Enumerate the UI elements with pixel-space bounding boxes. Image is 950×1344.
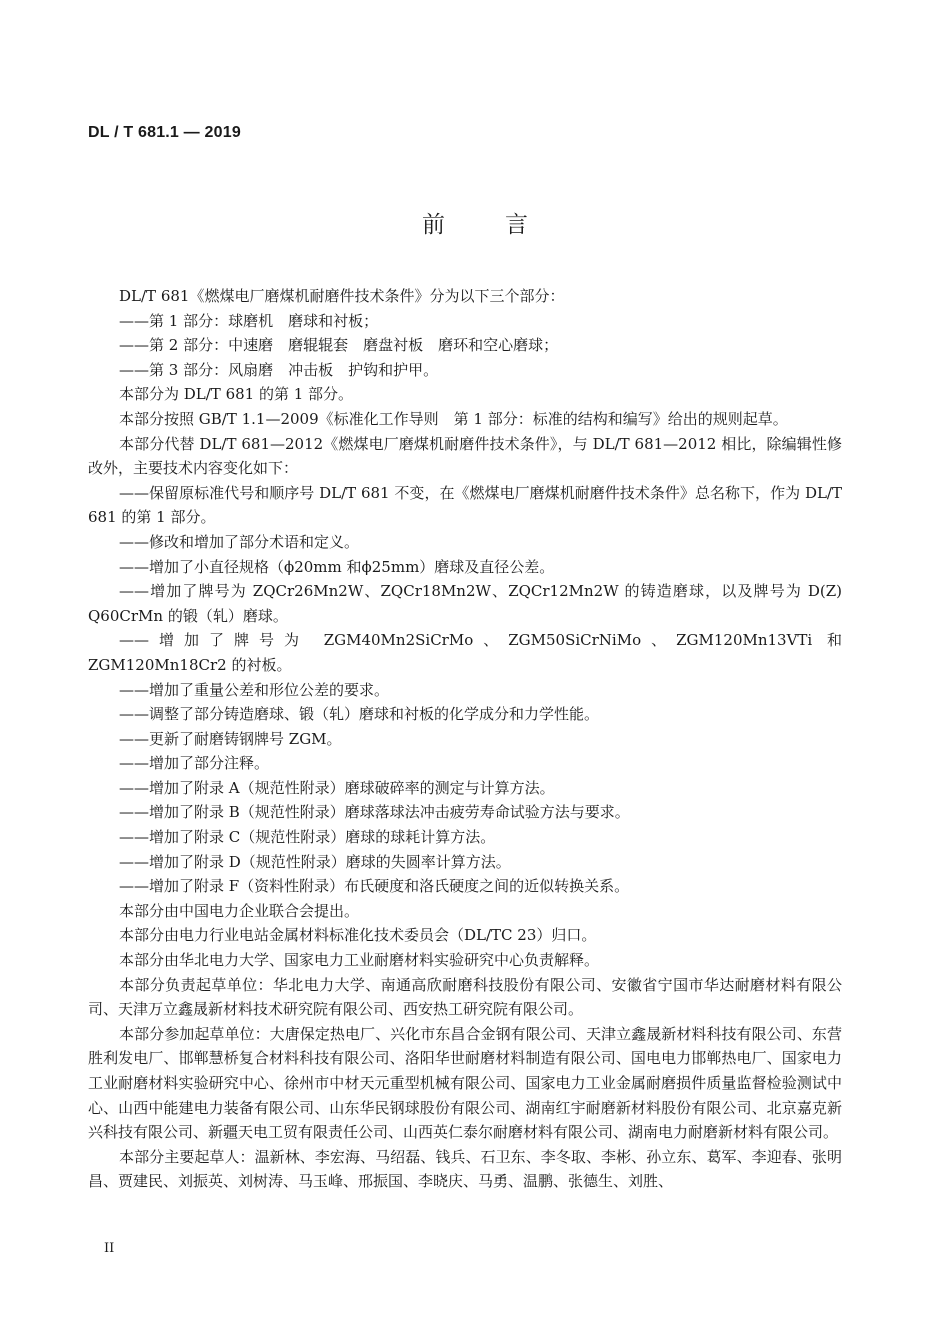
list-item: ——增加了部分注释。 [119,754,270,773]
paragraph: 本部分代替 DL/T 681—2012《燃煤电厂磨煤机耐磨件技术条件》，与 DL/T 681—2012 相比，除编辑性修改外，主要技术内容变化如下： [88,434,842,478]
list-item: ——增加了牌号为 ZQCr26Mn2W、ZQCr18Mn2W、ZQCr12Mn2W 的铸造磨球，以及牌号为 D(Z) Q60CrMn 的锻（轧）磨球。 [88,582,842,625]
title-char-1: 前 [422,212,445,238]
paragraph: 本部分由中国电力企业联合会提出。 [119,901,360,920]
paragraph: DL/T 681《燃煤电厂磨煤机耐磨件技术条件》分为以下三个部分： [119,287,565,305]
list-item: ——增加了附录 F（资料性附录）布氏硬度和洛氏硬度之间的近似转换关系。 [119,877,630,896]
list-item: ——第 2 部分：中速磨 磨辊辊套 磨盘衬板 磨环和空心磨球； [119,336,559,355]
list-item: ——增加了重量公差和形位公差的要求。 [119,680,390,699]
paragraph: 本部分主要起草人：温新林、李宏海、马绍磊、钱兵、石卫东、李冬取、李彬、孙立东、葛军、李迎春、张明昌、贾建民、刘振英、刘树涛、马玉峰、邢振国、李晓庆、马勇、温鹏、张德生、刘胜、 [88,1147,842,1191]
page-number: II [104,1241,115,1256]
list-item: ——调整了部分铸造磨球、锻（轧）磨球和衬板的化学成分和力学性能。 [119,705,600,724]
list-item: ——增加了附录 D（规范性附录）磨球的失圆率计算方法。 [119,852,511,871]
list-item: ——第 3 部分：风扇磨 冲击板 护钩和护甲。 [119,360,439,379]
list-item: ——增加了附录 C（规范性附录）磨球的球耗计算方法。 [119,828,496,847]
title-char-2: 言 [505,212,528,238]
paragraph: 本部分由华北电力大学、国家电力工业耐磨材料实验研究中心负责解释。 [119,951,600,970]
list-item: ——增加了小直径规格（ϕ20mm 和ϕ25mm）磨球及直径公差。 [119,557,555,576]
paragraph: 本部分负责起草单位：华北电力大学、南通高欣耐磨科技股份有限公司、安徽省宁国市华达耐磨材料有限公司、天津万立鑫晟新材料技术研究院有限公司、西安热工研究院有限公司。 [88,975,842,1019]
list-item: ——增加了附录 B（规范性附录）磨球落球法冲击疲劳寿命试验方法与要求。 [119,803,630,822]
list-item: ——更新了耐磨铸钢牌号 ZGM。 [119,729,342,748]
page-title [0,206,950,239]
paragraph: 本部分按照 GB/T 1.1—2009《标准化工作导则 第 1 部分：标准的结构和编写》给出的规则起草。 [119,409,788,428]
list-item: ——增加了附录 A（规范性附录）磨球破碎率的测定与计算方法。 [119,778,555,797]
list-item: ——第 1 部分：球磨机 磨球和衬板； [119,311,379,330]
paragraph: 本部分参加起草单位：大唐保定热电厂、兴化市东昌合金钢有限公司、天津立鑫晟新材料科技有限公司、东营胜利发电厂、邯郸慧桥复合材料科技有限公司、洛阳华世耐磨材料制造有限公司、国电电力邯郸热电厂、国家电力工业耐磨材料实验研究中心、徐州市中材天元重型机械有限公司、国家电力工业金属耐磨损件质量监督检验测试中心、山西中能建电力装备有限公司、山东华民钢球股份有限公司、湖南红宇耐磨新材料股份有限公司、北京嘉克新兴科技有限公司、新疆天电工贸有限责任公司、山西英仁泰尔耐磨材料有限公司、湖南电力耐磨新材料有限公司。 [88,1024,842,1142]
standard-code: DL / T 681.1 — 2019 [88,124,241,141]
paragraph: 本部分由电力行业电站金属材料标准化技术委员会（DL/TC 23）归口。 [119,926,597,945]
paragraph: 本部分为 DL/T 681 的第 1 部分。 [119,385,354,404]
list-item: ——保留原标准代号和顺序号 DL/T 681 不变，在《燃煤电厂磨煤机耐磨件技术条件》总名称下，作为 DL/T 681 的第 1 部分。 [88,483,842,527]
list-item: ——修改和增加了部分术语和定义。 [119,532,360,551]
list-item: ——增加了牌号为 ZGM40Mn2SiCrMo、ZGM50SiCrNiMo、ZGM120Mn13VTi 和 ZGM120Mn18Cr2 的衬板。 [88,631,842,674]
document-body [88,284,842,1194]
